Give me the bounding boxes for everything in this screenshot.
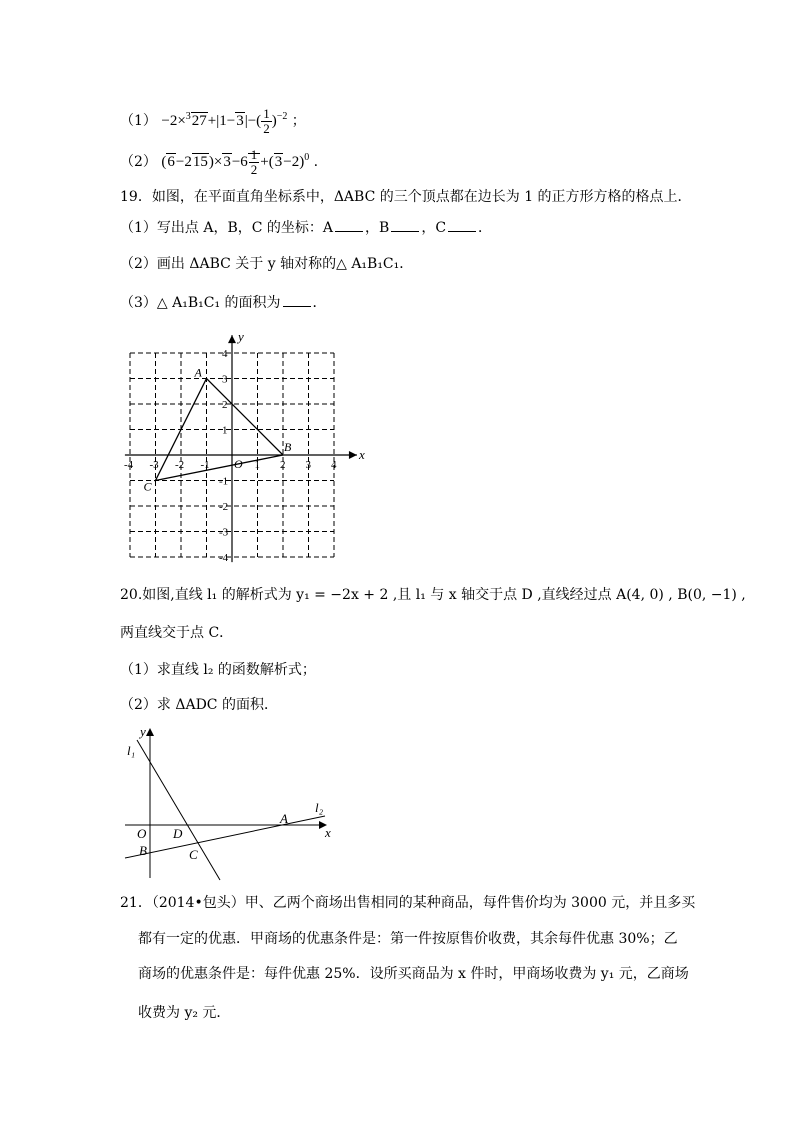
q21-line-2: 都有一定的优惠．甲商场的优惠条件是：第一件按原售价收费，其余每件优惠 30%；乙	[138, 931, 678, 947]
q21-line-4: 收费为 y₂ 元．	[138, 1005, 231, 1021]
q21-line-3: 商场的优惠条件是：每件优惠 25%．设所买商品为 x 件时，甲商场收费为 y₁ 元，乙商场	[138, 966, 689, 982]
q20-stem-2: 两直线交于点 C．	[120, 625, 234, 641]
x-tick-label: -4	[124, 459, 134, 471]
y-tick-label: 2	[222, 399, 228, 411]
x-tick-label: -2	[175, 459, 185, 471]
coordinate-grid-figure	[110, 330, 380, 570]
q21-line-1: 21．（2014•包头）甲、乙两个商场出售相同的某种商品，每件售价均为 3000 元，并且多买	[120, 895, 696, 911]
y-label: y	[140, 724, 146, 739]
q20-part2: （2）求 ΔADC 的面积．	[120, 697, 278, 713]
y-tick-label: 1	[222, 424, 228, 437]
x-tick-label: 1	[254, 459, 260, 471]
q19-part1-text: （1）写出点 A，B，C 的坐标：A	[120, 220, 334, 236]
q20-stem-1: 20.如图,直线 l₁ 的解析式为 y₁ = −2x + 2 ,且 l₁ 与 x 轴交于点 D ,直线经过点 A(4, 0) , B(0, −1) ,	[120, 587, 746, 603]
answer-blank-b[interactable]	[391, 219, 419, 232]
q19-part3	[120, 293, 327, 313]
q18-part1-expression: −2×$^3$27+|1−3|−( $\frac{1}{2}$ )$^{-2}$	[161, 106, 288, 136]
q19-part2: （2）画出 ΔABC 关于 y 轴对称的△ A₁B₁C₁．	[120, 256, 414, 272]
q20-part1: （1）求直线 l₂ 的函数解析式；	[120, 662, 316, 678]
q19-part1-end: ．	[478, 220, 493, 236]
point-b-label: B	[139, 843, 147, 858]
answer-blank-a[interactable]	[335, 219, 363, 232]
q18-part1	[120, 107, 306, 136]
two-lines-figure	[115, 720, 345, 885]
q18-part2	[120, 148, 318, 177]
q19-part3-text: （3）△ A₁B₁C₁ 的面积为	[120, 295, 281, 311]
point-d-label: D	[173, 826, 183, 841]
y-tick-label: -1	[219, 475, 229, 488]
point-c-label: C	[143, 479, 152, 494]
q19-part1	[120, 218, 492, 238]
y-tick-label: -3	[219, 526, 229, 539]
answer-blank-c[interactable]	[448, 219, 476, 232]
x-axis-label: x	[358, 447, 365, 462]
x-label: x	[325, 825, 331, 840]
l1-label: l₁	[127, 743, 136, 758]
x-tick-label: 2	[280, 459, 286, 471]
y-tick-label: 3	[222, 373, 228, 386]
line-l2	[125, 816, 325, 858]
point-b-label: B	[284, 440, 292, 454]
q19-part3-end: ．	[312, 295, 327, 311]
point-c-label: C	[189, 847, 198, 862]
point-a-label: A	[280, 811, 288, 826]
y-axis-label: y	[238, 330, 244, 345]
answer-blank-area[interactable]	[283, 294, 311, 307]
q19-part1-c: ，C	[421, 220, 447, 236]
x-tick-label: -3	[149, 459, 159, 471]
q19-stem: 19．如图，在平面直角坐标系中，ΔABC 的三个顶点都在边长为 1 的正方形方格的格点上．	[120, 189, 692, 205]
q18-part2-label: （2）	[120, 153, 157, 170]
q18-part1-label: （1）	[120, 112, 157, 129]
q18-part2-end: .	[313, 153, 319, 170]
l2-label: l₂	[315, 800, 324, 815]
y-axis-arrow	[228, 335, 236, 343]
y-tick-label: 4	[222, 348, 228, 360]
x-tick-label: -1	[200, 459, 210, 471]
y-tick-label: -2	[219, 501, 229, 513]
q18-part1-semicolon: ；	[291, 112, 306, 129]
line-l1	[137, 740, 220, 880]
origin-label: O	[137, 826, 147, 841]
y-tick-label: -4	[219, 552, 229, 564]
q18-part2-expression: (6−215)×3−6 $\frac{1}{2}$ $+(3-2)^0$	[161, 147, 310, 177]
x-tick-label: 3	[305, 459, 311, 471]
x-axis-arrow	[349, 451, 357, 459]
point-a-label: A	[194, 365, 202, 380]
x-tick-label: 4	[331, 459, 337, 471]
origin-label: O	[234, 457, 243, 471]
axes	[125, 335, 357, 562]
q19-part1-b: ，B	[365, 220, 390, 236]
